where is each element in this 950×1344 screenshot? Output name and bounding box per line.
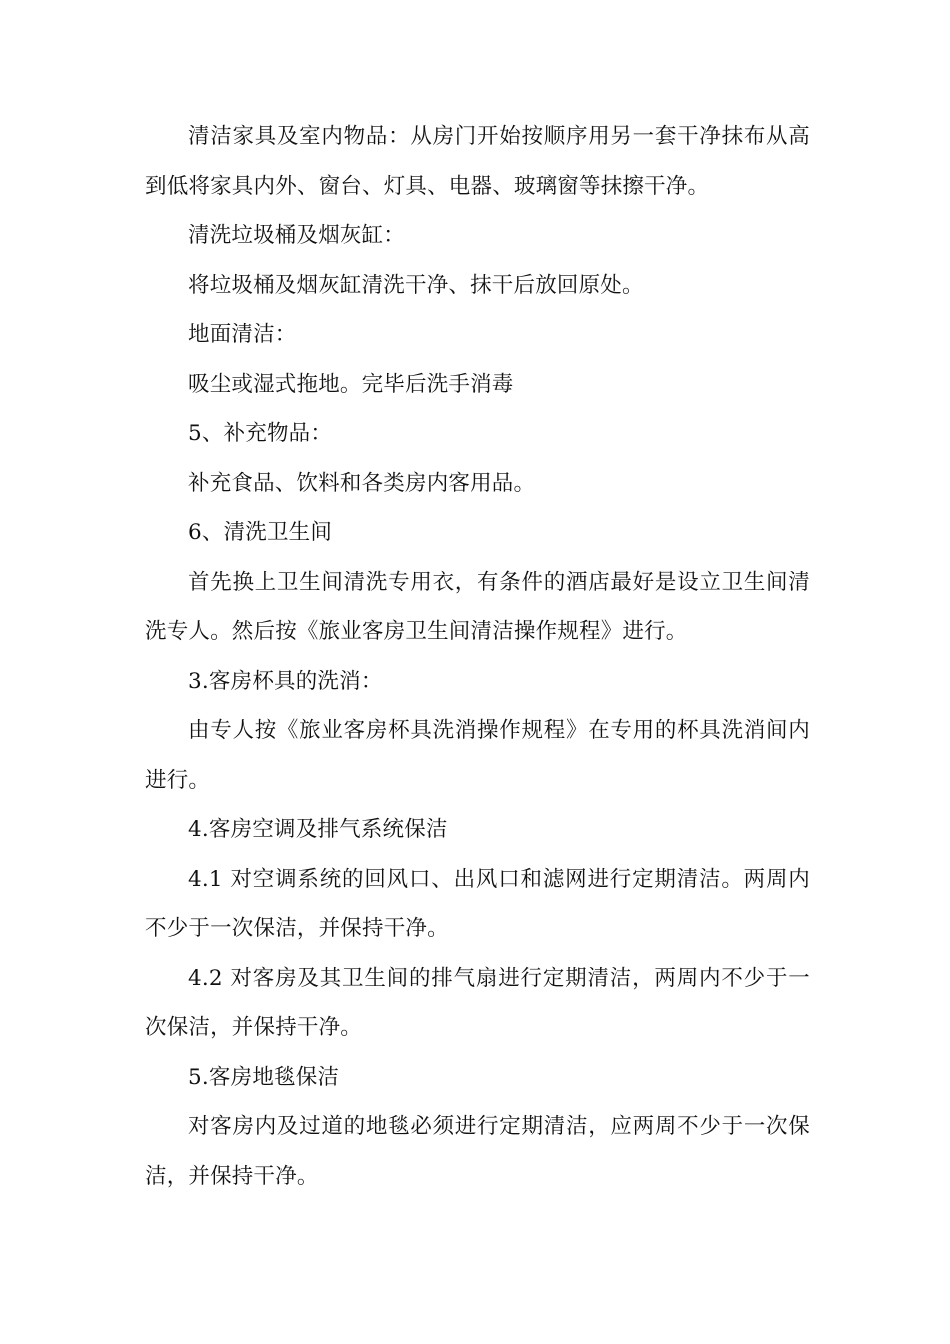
paragraph-floor-heading: 地面清洁： <box>188 322 297 347</box>
paragraph-ac-4-2: 4.2 对客房及其卫生间的排气扇进行定期清洁，两周内不少于一次保洁，并保持干净。 <box>145 965 810 1040</box>
document-body <box>145 112 810 1201</box>
paragraph-carpet-body: 对客房内及过道的地毯必须进行定期清洁，应两周不少于一次保洁，并保持干净。 <box>145 1114 810 1189</box>
paragraph-floor-body: 吸尘或湿式拖地。完毕后洗手消毒 <box>188 371 514 397</box>
paragraph-trash-body: 将垃圾桶及烟灰缸清洗干净、抹干后放回原处。 <box>188 272 644 298</box>
paragraph-bathroom-heading: 6、清洗卫生间 <box>188 520 333 545</box>
paragraph-supplies-heading: 5、补充物品： <box>188 421 333 446</box>
paragraph-trash-heading: 清洗垃圾桶及烟灰缸： <box>188 223 406 248</box>
paragraph-ac-4-1: 4.1 对空调系统的回风口、出风口和滤网进行定期清洁。两周内不少于一次保洁，并保持干净。 <box>145 866 810 941</box>
paragraph-cups-body: 由专人按《旅业客房杯具洗消操作规程》在专用的杯具洗消间内进行。 <box>145 718 810 793</box>
paragraph-cups-heading: 3.客房杯具的洗消： <box>188 668 383 694</box>
paragraph-bathroom-body: 首先换上卫生间清洗专用衣，有条件的酒店最好是设立卫生间清洗专人。然后按《旅业客房卫生间清洁操作规程》进行。 <box>145 569 810 644</box>
paragraph-furniture-cleaning: 清洁家具及室内物品：从房门开始按顺序用另一套干净抹布从高到低将家具内外、窗台、灯具、电器、玻璃窗等抹擦干净。 <box>145 124 810 199</box>
paragraph-supplies-body: 补充食品、饮料和各类房内客用品。 <box>188 470 536 496</box>
paragraph-ac-heading: 4.客房空调及排气系统保洁 <box>188 817 448 842</box>
paragraph-carpet-heading: 5.客房地毯保洁 <box>188 1064 340 1090</box>
